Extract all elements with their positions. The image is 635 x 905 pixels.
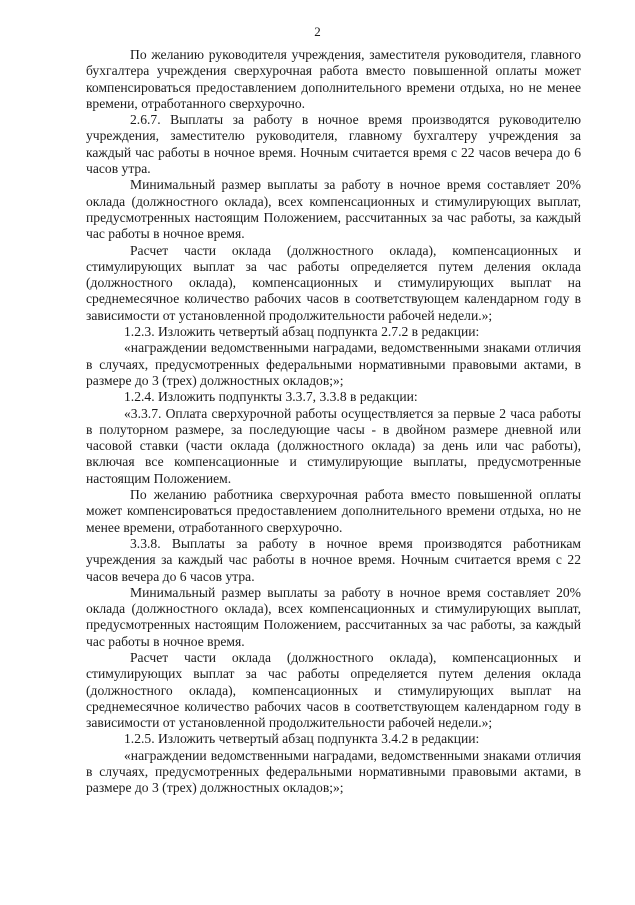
paragraph: 1.2.4. Изложить подпункты 3.3.7, 3.3.8 в редакции: (124, 389, 418, 405)
paragraph: По желанию руководителя учреждения, заместителя руководителя, главного бухгалтера учреждения сверхурочная работа вместо повышенной оплаты может компенсироваться предоставлением дополнительного времени отдыха, но не менее времени, отработанного сверхурочно. (86, 47, 581, 111)
paragraph: Минимальный размер выплаты за работу в ночное время составляет 20% оклада (должностного оклада), всех компенсационных и стимулирующих выплат, предусмотренных настоящим Положением, рассчитанных за час работы, за каждый час работы в ночное время. (86, 584, 581, 649)
paragraph: «награждении ведомственными наградами, ведомственными знаками отличия в случаях, предусмотренных федеральными нормативными правовыми актами, в размере до 3 (трех) должностных окладов;»; (86, 747, 581, 796)
page-number: 2 (314, 24, 321, 39)
paragraph: По желанию работника сверхурочная работа вместо повышенной оплаты может компенсироваться предоставлением дополнительного времени отдыха, но не менее времени, отработанного сверхурочно. (86, 487, 581, 535)
paragraph: 3.3.8. Выплаты за работу в ночное время производятся работникам учреждения за каждый час работы в ночное время. Ночным считается время с 22 часов вечера до 6 часов утра. (86, 535, 581, 584)
paragraph: 2.6.7. Выплаты за работу в ночное время производятся руководителю учреждения, заместителю руководителя, главному бухгалтеру учреждения за каждый час работы в ночное время. Ночным считается время с 22 часов вечера до 6 часов утра. (86, 112, 581, 177)
paragraph: Минимальный размер выплаты за работу в ночное время составляет 20% оклада (должностного оклада), всех компенсационных и стимулирующих выплат, предусмотренных настоящим Положением, рассчитанных за час работы, за каждый час работы в ночное время. (86, 177, 581, 242)
document-body (86, 47, 581, 797)
paragraph: 1.2.3. Изложить четвертый абзац подпункта 2.7.2 в редакции: (124, 324, 480, 340)
paragraph: Расчет части оклада (должностного оклада), компенсационных и стимулирующих выплат за час работы определяется путем деления оклада (должностного оклада), компенсационных и стимулирующих выплат на среднемесячное количество рабочих часов в соответствующем календарном году в зависимости от установленной продолжительности рабочей недели.»; (86, 242, 581, 323)
paragraph: «награждении ведомственными наградами, ведомственными знаками отличия в случаях, предусмотренных федеральными нормативными правовыми актами, в размере до 3 (трех) должностных окладов;»; (86, 340, 581, 388)
paragraph: Расчет части оклада (должностного оклада), компенсационных и стимулирующих выплат за час работы определяется путем деления оклада (должностного оклада), компенсационных и стимулирующих выплат на среднемесячное количество рабочих часов в соответствующем календарном году в зависимости от установленной продолжительности рабочей недели.»; (86, 649, 581, 731)
paragraph: 1.2.5. Изложить четвертый абзац подпункта 3.4.2 в редакции: (124, 731, 480, 747)
paragraph: «3.3.7. Оплата сверхурочной работы осуществляется за первые 2 часа работы в полуторном размере, за последующие часы - в двойном размере дневной или часовой ставки (части оклада (должностного оклада) за день или час работы), включая все компенсационные и стимулирующие выплаты, предусмотренные настоящим Положением. (86, 405, 581, 486)
